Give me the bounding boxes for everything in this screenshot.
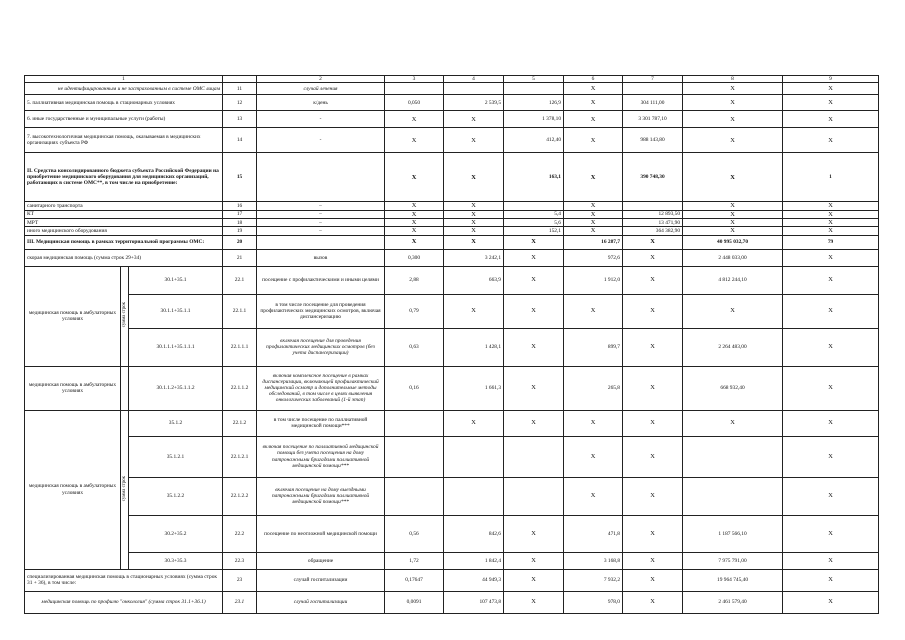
row-unit: посещение с профилактическими и иными целями bbox=[257, 266, 385, 294]
cell: 3 242,1 bbox=[444, 249, 504, 266]
cell: 1 842,4 bbox=[444, 552, 504, 569]
cell: Х bbox=[683, 202, 783, 210]
row-sub: 30.3+35.3 bbox=[129, 552, 223, 569]
cell: Х bbox=[504, 366, 564, 410]
table-row bbox=[25, 111, 879, 128]
cell: 2 448 033,00 bbox=[683, 249, 783, 266]
cell: 3 168,8 bbox=[564, 552, 623, 569]
cell: 2 539,5 bbox=[444, 95, 504, 111]
cell: Х bbox=[444, 111, 504, 128]
row-code: 20 bbox=[223, 235, 257, 249]
row-code: 21 bbox=[223, 249, 257, 266]
row-sub: 30.1.1+35.1.1 bbox=[129, 294, 223, 328]
row-label: специализированная медицинская помощь в стационарных условиях (сумма строк 31 + 36), в том числе: bbox=[25, 569, 223, 591]
cell: Х bbox=[444, 227, 504, 235]
cell: 1,72 bbox=[385, 552, 444, 569]
cell: Х bbox=[683, 111, 783, 128]
table-row bbox=[25, 569, 879, 591]
cell: 304 111,00 bbox=[623, 95, 683, 111]
header-cell: 5 bbox=[504, 76, 564, 83]
cell: 12 893,50 bbox=[623, 210, 683, 218]
cell bbox=[504, 202, 564, 210]
cell: Х bbox=[783, 218, 879, 226]
table-row bbox=[25, 328, 879, 366]
cell bbox=[623, 202, 683, 210]
cell: Х bbox=[444, 128, 504, 153]
cell: Х bbox=[623, 235, 683, 249]
cell: Х bbox=[683, 227, 783, 235]
cell: 107 473,8 bbox=[444, 591, 504, 613]
row-label: медицинская помощь в амбулаторных условиях bbox=[25, 266, 121, 366]
cell: Х bbox=[783, 410, 879, 436]
cell: 842,6 bbox=[444, 515, 504, 552]
row-code: 22.1.1.1 bbox=[223, 328, 257, 366]
cell: Х bbox=[504, 515, 564, 552]
row-label: 6. иные государственные и муниципальные услуги (работы) bbox=[25, 111, 223, 128]
cell: Х bbox=[444, 235, 504, 249]
cell: Х bbox=[623, 328, 683, 366]
cell: 3 301 787,10 bbox=[623, 111, 683, 128]
row-label: медицинская помощь в амбулаторных условиях bbox=[25, 410, 121, 569]
row-code: 22.1.1 bbox=[223, 294, 257, 328]
cell: Х bbox=[504, 328, 564, 366]
header-cell: 9 bbox=[783, 76, 879, 83]
cell: 4 812 244,10 bbox=[683, 266, 783, 294]
row-label: иного медицинского оборудования bbox=[25, 227, 223, 235]
row-sub: 35.1.2 bbox=[129, 410, 223, 436]
cell: Х bbox=[683, 83, 783, 95]
cell: Х bbox=[385, 227, 444, 235]
column-number-row bbox=[25, 76, 879, 83]
row-unit: посещение по неотложной медицинской помощи bbox=[257, 515, 385, 552]
cell: 972,6 bbox=[564, 249, 623, 266]
cell: Х bbox=[444, 410, 504, 436]
table-row bbox=[25, 366, 879, 410]
cell: Х bbox=[623, 249, 683, 266]
row-code: 12 bbox=[223, 95, 257, 111]
row-unit: - bbox=[257, 128, 385, 153]
cell: Х bbox=[683, 410, 783, 436]
cell: 0,56 bbox=[385, 515, 444, 552]
cell: 265,8 bbox=[564, 366, 623, 410]
cell: Х bbox=[783, 294, 879, 328]
cell: Х bbox=[444, 153, 504, 202]
header-cell: 2 bbox=[257, 76, 385, 83]
cell: Х bbox=[564, 202, 623, 210]
cell: Х bbox=[683, 95, 783, 111]
cell: Х bbox=[623, 477, 683, 515]
cell: Х bbox=[564, 95, 623, 111]
cell: Х bbox=[564, 83, 623, 95]
row-unit: к/день bbox=[257, 95, 385, 111]
row-code: 17 bbox=[223, 210, 257, 218]
cell: 668 932,40 bbox=[683, 366, 783, 410]
table-row bbox=[25, 95, 879, 111]
row-unit: случай госпитализации bbox=[257, 569, 385, 591]
row-unit: обращение bbox=[257, 552, 385, 569]
cell: Х bbox=[783, 249, 879, 266]
cell: Х bbox=[783, 515, 879, 552]
cell: Х bbox=[683, 294, 783, 328]
cell: Х bbox=[385, 202, 444, 210]
row-unit: случай госпитализации bbox=[257, 591, 385, 613]
cell: 0,16 bbox=[385, 366, 444, 410]
row-code: 11 bbox=[223, 83, 257, 95]
cell: Х bbox=[783, 227, 879, 235]
row-code: 22.1.2.1 bbox=[223, 436, 257, 477]
row-label: медицинская помощь по профилю "онкология" (сумма строк 31.1+36.1) bbox=[25, 591, 223, 613]
row-code: 22.2 bbox=[223, 515, 257, 552]
header-cell: 7 bbox=[623, 76, 683, 83]
row-unit: – bbox=[257, 227, 385, 235]
cell: Х bbox=[564, 294, 623, 328]
cell: 1 378,10 bbox=[504, 111, 564, 128]
cell: 988 143,80 bbox=[623, 128, 683, 153]
row-unit: случай лечения bbox=[257, 83, 385, 95]
cell: Х bbox=[504, 569, 564, 591]
cell: 1 187 566,10 bbox=[683, 515, 783, 552]
cell: Х bbox=[783, 552, 879, 569]
cell: Х bbox=[783, 95, 879, 111]
cell: Х bbox=[564, 227, 623, 235]
header-cell: 8 bbox=[683, 76, 783, 83]
cell: Х bbox=[783, 202, 879, 210]
row-label: санитарного транспорта bbox=[25, 202, 223, 210]
row-code: 23 bbox=[223, 569, 257, 591]
cell: Х bbox=[385, 128, 444, 153]
cell: Х bbox=[623, 515, 683, 552]
cell: 0,79 bbox=[385, 294, 444, 328]
cell: Х bbox=[783, 328, 879, 366]
cell: Х bbox=[783, 477, 879, 515]
cell: Х bbox=[623, 410, 683, 436]
cell: 7 975 791,00 bbox=[683, 552, 783, 569]
row-sub: 30.1.1.2+35.1.1.2 bbox=[129, 366, 223, 410]
funding-table bbox=[24, 75, 879, 614]
row-label: III. Медицинская помощь в рамках территориальной программы ОМС: bbox=[25, 235, 223, 249]
table-row bbox=[25, 235, 879, 249]
cell: Х bbox=[783, 569, 879, 591]
cell: Х bbox=[504, 235, 564, 249]
cell: Х bbox=[783, 83, 879, 95]
row-label: не идентифицированным и не застрахованным в системе ОМС лицам bbox=[25, 83, 223, 95]
cell: Х bbox=[623, 552, 683, 569]
table-row bbox=[25, 210, 879, 218]
cell: 2 461 579,40 bbox=[683, 591, 783, 613]
cell: 1 912,0 bbox=[564, 266, 623, 294]
cell: 663,9 bbox=[444, 266, 504, 294]
row-code: 23.1 bbox=[223, 591, 257, 613]
table-row bbox=[25, 591, 879, 613]
cell: Х bbox=[564, 128, 623, 153]
row-unit bbox=[257, 153, 385, 202]
row-unit bbox=[257, 235, 385, 249]
cell: Х bbox=[564, 436, 623, 477]
row-code: 19 bbox=[223, 227, 257, 235]
cell: Х bbox=[385, 153, 444, 202]
cell: Х bbox=[623, 591, 683, 613]
cell: Х bbox=[564, 218, 623, 226]
header-cell: 6 bbox=[564, 76, 623, 83]
row-label: скорая медицинская помощь (сумма строк 29+34) bbox=[25, 249, 223, 266]
row-unit: – bbox=[257, 218, 385, 226]
cell: 2,88 bbox=[385, 266, 444, 294]
table-row bbox=[25, 436, 879, 477]
table-row bbox=[25, 410, 879, 436]
cell: Х bbox=[783, 436, 879, 477]
row-code: 15 bbox=[223, 153, 257, 202]
row-sub: 35.1.2.1 bbox=[129, 436, 223, 477]
cell: Х bbox=[783, 591, 879, 613]
vertical-label: сумма строк bbox=[121, 302, 127, 328]
row-unit: - bbox=[257, 111, 385, 128]
header-cell: 1 bbox=[25, 76, 223, 83]
table-row bbox=[25, 153, 879, 202]
row-unit: – bbox=[257, 210, 385, 218]
cell: Х bbox=[564, 153, 623, 202]
cell: Х bbox=[385, 218, 444, 226]
cell: Х bbox=[564, 210, 623, 218]
cell: 7 932,2 bbox=[564, 569, 623, 591]
cell: Х bbox=[504, 591, 564, 613]
cell: 1 428,1 bbox=[444, 328, 504, 366]
cell: Х bbox=[444, 218, 504, 226]
cell: 152,1 bbox=[504, 227, 564, 235]
row-code: 22.1.1.2 bbox=[223, 366, 257, 410]
row-unit: вызов bbox=[257, 249, 385, 266]
cell: Х bbox=[504, 266, 564, 294]
cell: Х bbox=[623, 569, 683, 591]
cell: 163,1 bbox=[504, 153, 564, 202]
cell: 0,17647 bbox=[385, 569, 444, 591]
cell: 0,300 bbox=[385, 249, 444, 266]
cell: Х bbox=[783, 366, 879, 410]
row-code: 14 bbox=[223, 128, 257, 153]
cell: 19 964 745,40 bbox=[683, 569, 783, 591]
row-sub: 30.2+35.2 bbox=[129, 515, 223, 552]
cell: 5,6 bbox=[504, 218, 564, 226]
cell: Х bbox=[444, 202, 504, 210]
cell: Х bbox=[623, 366, 683, 410]
cell: 126,9 bbox=[504, 95, 564, 111]
cell: Х bbox=[564, 111, 623, 128]
cell: Х bbox=[683, 153, 783, 202]
cell: Х bbox=[623, 266, 683, 294]
row-label: 7. высокотехнологичная медицинская помощь, оказываемая в медицинских организациях субъекта РФ bbox=[25, 128, 223, 153]
cell: Х bbox=[683, 210, 783, 218]
cell: Х bbox=[564, 477, 623, 515]
row-label: 5. паллиативная медицинская помощь в стационарных условиях bbox=[25, 95, 223, 111]
cell: Х bbox=[444, 210, 504, 218]
cell: 978,0 bbox=[564, 591, 623, 613]
cell: 5,4 bbox=[504, 210, 564, 218]
header-cell: 3 bbox=[385, 76, 444, 83]
vertical-label: сумма строк bbox=[121, 475, 127, 502]
row-unit: в том числе посещение для проведения профилактических медицинских осмотров, включая диспансеризацию bbox=[257, 294, 385, 328]
table-row bbox=[25, 552, 879, 569]
row-code: 13 bbox=[223, 111, 257, 128]
cell: Х bbox=[504, 410, 564, 436]
cell: 1 bbox=[783, 153, 879, 202]
row-label: МРТ bbox=[25, 218, 223, 226]
row-code: 18 bbox=[223, 218, 257, 226]
cell: 40 995 032,70 bbox=[683, 235, 783, 249]
cell: Х bbox=[444, 294, 504, 328]
cell: 2 264 483,00 bbox=[683, 328, 783, 366]
cell: 0,63 bbox=[385, 328, 444, 366]
cell: Х bbox=[683, 128, 783, 153]
cell: Х bbox=[783, 128, 879, 153]
row-unit: включая посещение по паллиативной медицинской помощи без учета посещения на дому патронажными бригадами паллиативной медицинской помощи*** bbox=[257, 436, 385, 477]
table-row bbox=[25, 294, 879, 328]
cell: Х bbox=[564, 410, 623, 436]
row-unit: – bbox=[257, 202, 385, 210]
table-row bbox=[25, 227, 879, 235]
cell: 79 bbox=[783, 235, 879, 249]
table-row bbox=[25, 515, 879, 552]
cell: Х bbox=[783, 266, 879, 294]
cell: Х bbox=[504, 249, 564, 266]
row-unit: включая посещение на дому выездными патронажными бригадами паллиативной медицинской помощи*** bbox=[257, 477, 385, 515]
cell: 412,40 bbox=[504, 128, 564, 153]
cell: 1 661,3 bbox=[444, 366, 504, 410]
table-row bbox=[25, 249, 879, 266]
row-unit: включая комплексное посещение в рамках диспансеризации, включающей профилактический медицинский осмотр и дополнительные методы обследований, в том числе в целях выявления онкологических заболеваний (1-й этап) bbox=[257, 366, 385, 410]
table-row bbox=[25, 266, 879, 294]
cell: Х bbox=[385, 111, 444, 128]
header-cell: 4 bbox=[444, 76, 504, 83]
cell: 471,8 bbox=[564, 515, 623, 552]
cell: Х bbox=[504, 294, 564, 328]
row-code: 22.3 bbox=[223, 552, 257, 569]
cell: Х bbox=[385, 210, 444, 218]
cell bbox=[385, 410, 444, 436]
cell: 390 748,30 bbox=[623, 153, 683, 202]
row-code: 16 bbox=[223, 202, 257, 210]
cell: 0,050 bbox=[385, 95, 444, 111]
row-sub: 35.1.2.2 bbox=[129, 477, 223, 515]
row-sub: 30.1.1.1+35.1.1.1 bbox=[129, 328, 223, 366]
row-unit: в том числе посещение по паллиативной медицинской помощи*** bbox=[257, 410, 385, 436]
row-label: КТ bbox=[25, 210, 223, 218]
row-label: II. Средства консолидированного бюджета субъекта Российской Федерации на приобретение медицинского оборудования для медицинских организаций, работающих в системе ОМС**, в том числе на приобретение: bbox=[25, 153, 223, 202]
cell: 13 471,90 bbox=[623, 218, 683, 226]
cell: 44 949,3 bbox=[444, 569, 504, 591]
cell: 16 287,7 bbox=[564, 235, 623, 249]
cell: 899,7 bbox=[564, 328, 623, 366]
table-row bbox=[25, 218, 879, 226]
row-label: медицинская помощь в амбулаторных условиях bbox=[25, 366, 121, 410]
cell: Х bbox=[683, 218, 783, 226]
cell: 0,0091 bbox=[385, 591, 444, 613]
row-code: 22.1.2.2 bbox=[223, 477, 257, 515]
cell: 364 382,90 bbox=[623, 227, 683, 235]
table-row bbox=[25, 83, 879, 95]
row-unit: включая посещение для проведения профилактических медицинских осмотров (без учета диспансеризации) bbox=[257, 328, 385, 366]
table-row bbox=[25, 477, 879, 515]
row-code: 22.1.2 bbox=[223, 410, 257, 436]
cell: Х bbox=[504, 552, 564, 569]
cell: Х bbox=[623, 436, 683, 477]
row-sub: 30.1+35.1 bbox=[129, 266, 223, 294]
table-row bbox=[25, 202, 879, 210]
cell: Х bbox=[783, 111, 879, 128]
row-code: 22.1 bbox=[223, 266, 257, 294]
cell: Х bbox=[385, 235, 444, 249]
cell: Х bbox=[623, 294, 683, 328]
table-row bbox=[25, 128, 879, 153]
cell: Х bbox=[783, 210, 879, 218]
